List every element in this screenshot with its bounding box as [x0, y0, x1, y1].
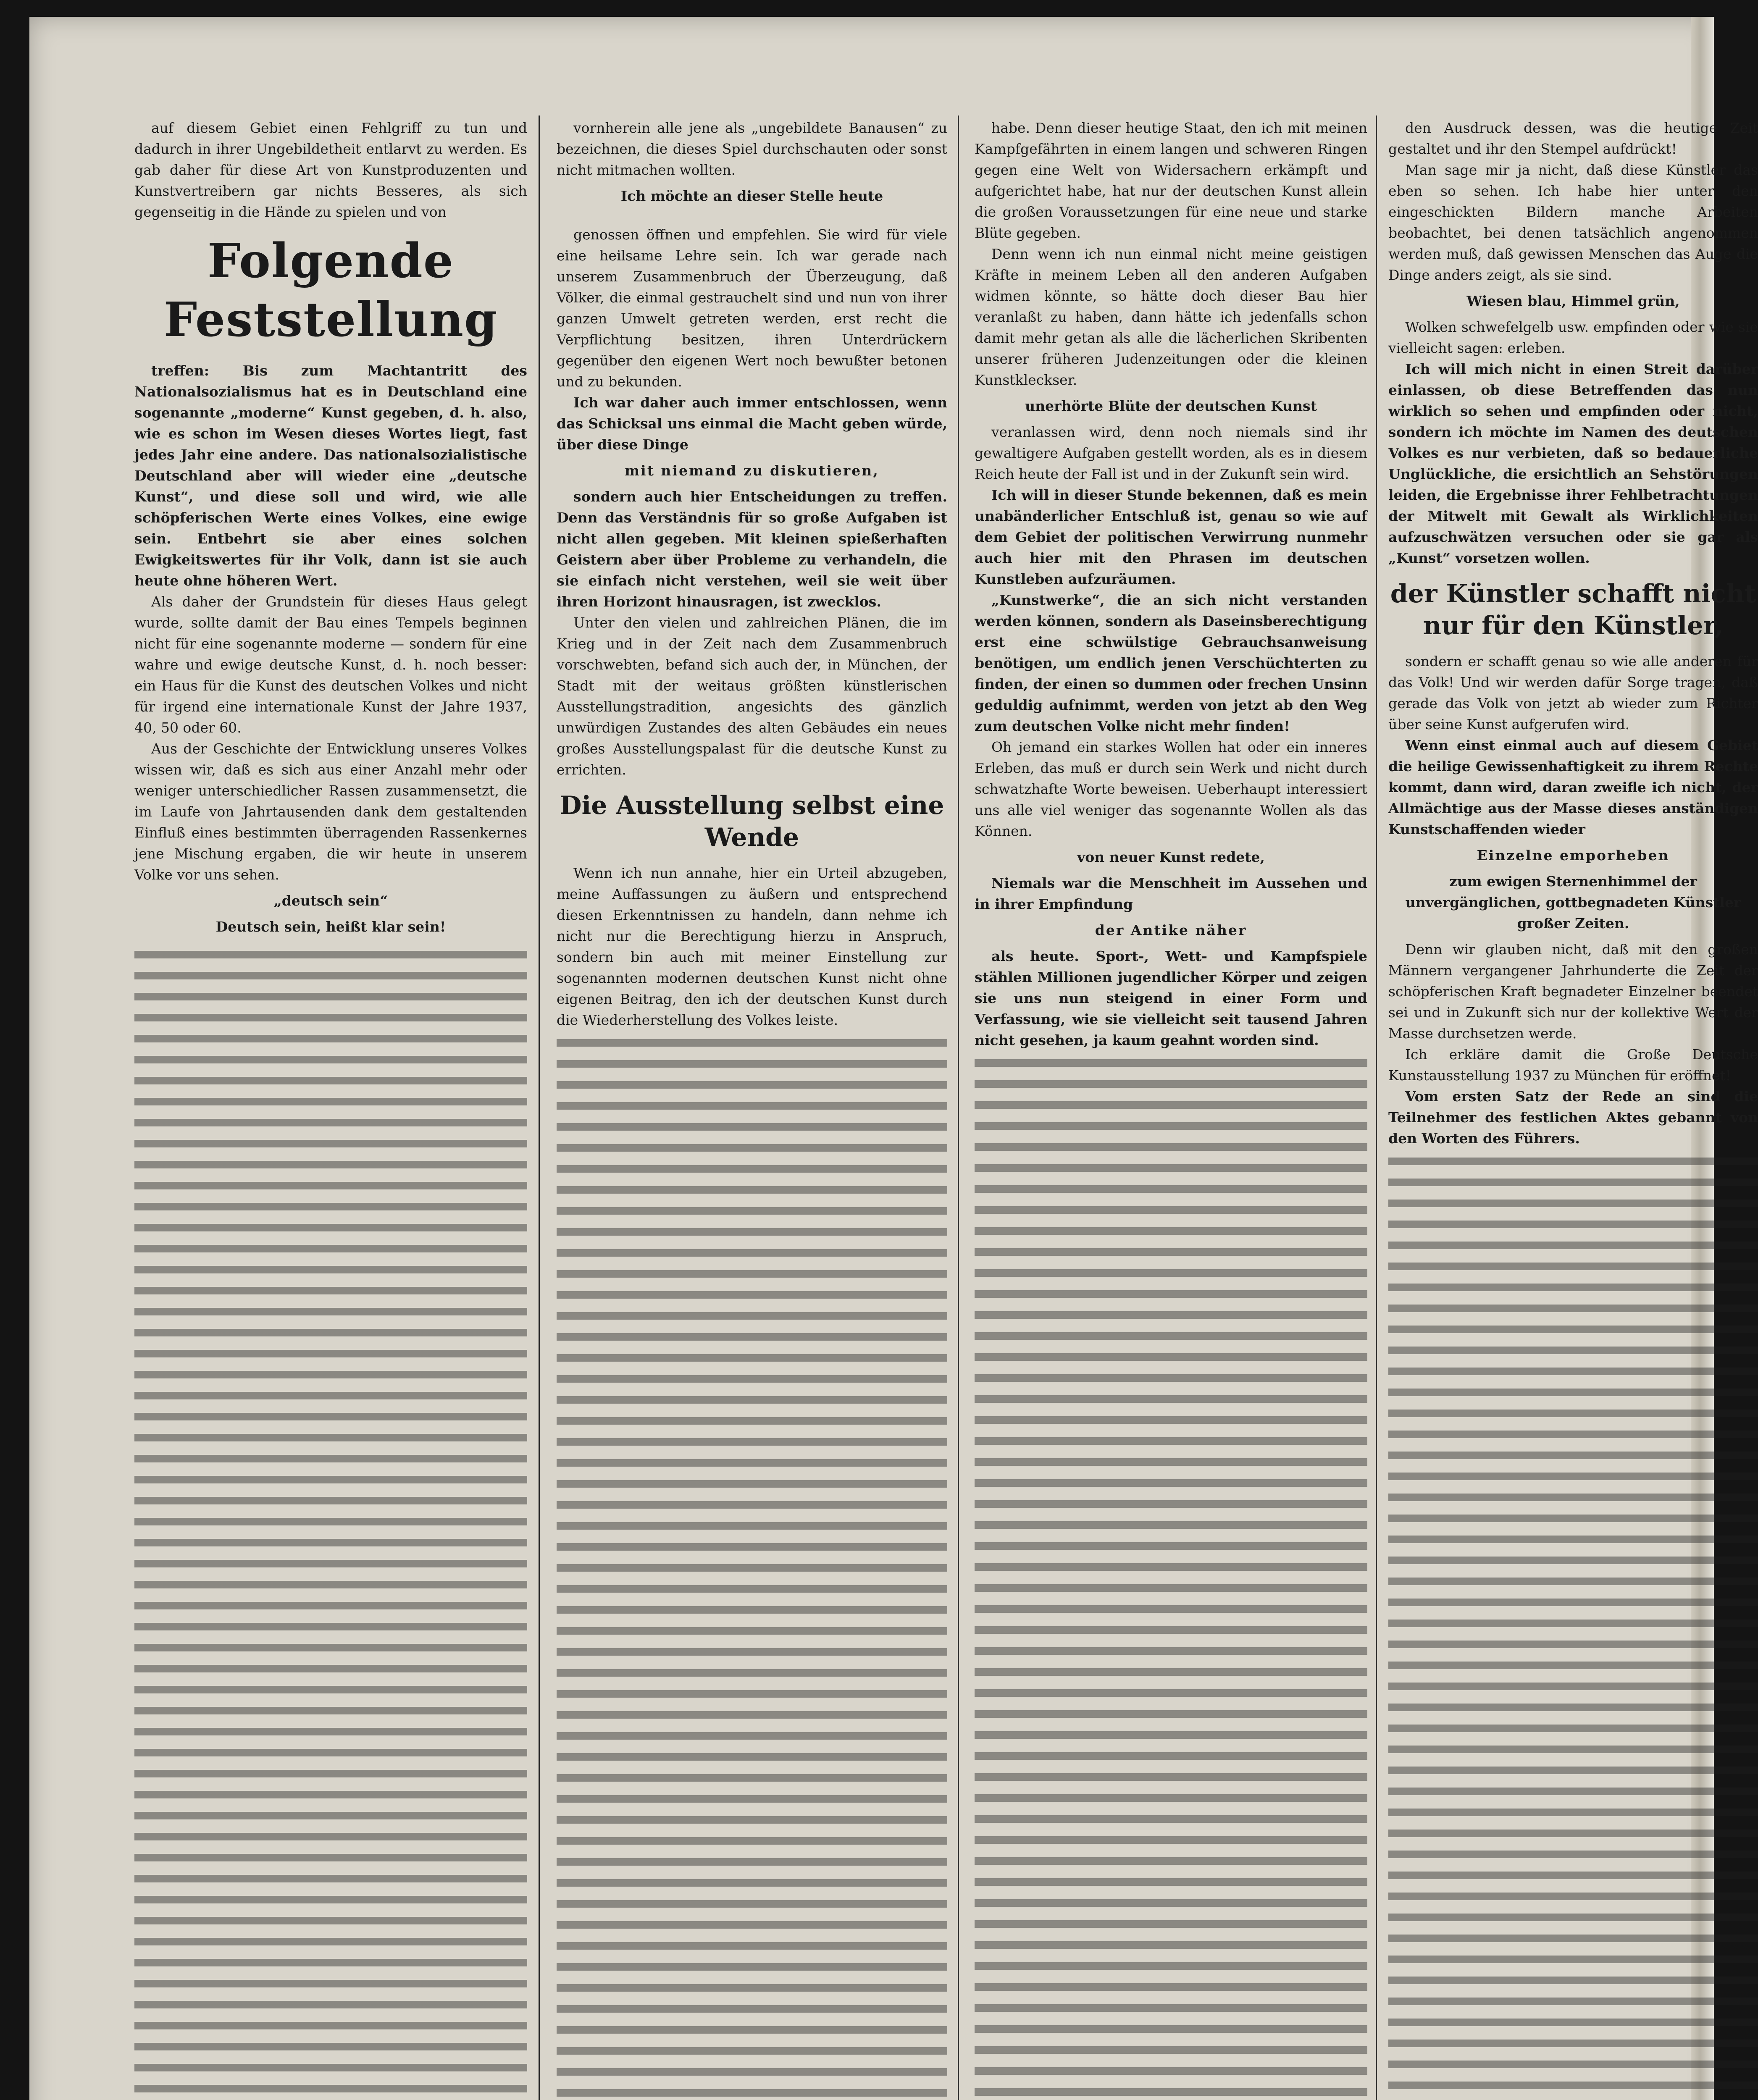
- column-4-emphasis-wiesen: Wiesen blau, Himmel grün,: [1466, 293, 1680, 309]
- column-2-paragraph: genossen öffnen und empfehlen. Sie wird für viele eine heilsame Lehre sein. Ich war gerade nach unserem Zusammenbruch der Überzeugung, daß Völker, die einmal gestrauchelt sind und nun von ihrer ganzen Umwelt getreten werden, erst recht die Verpflichtung besitzen, ihren Unterdrückern gegenüber den eigenen Wert noch bewußter betonen und zu bekunden.: [557, 226, 947, 390]
- column-3-emphasis-neuer: von neuer Kunst redete,: [1077, 849, 1265, 865]
- column-3-paragraph: Denn wenn ich nun einmal nicht meine geistigen Kräfte in meinem Leben all den anderen Aufgaben widmen könnte, so hätte doch dieser Bau hier veranlaßt zu haben, dann hätte ich jedenfalls schon damit mehr getan als alle die lächerlichen Skribenten unserer früheren Judenzeitungen oder die kleinen Kunstkleckser.: [975, 246, 1367, 388]
- column-3-emphasis-antike: der Antike näher: [1095, 922, 1247, 938]
- column-2-stelle-line: Ich möchte an dieser Stelle heute: [620, 188, 883, 204]
- column-3-paragraph: veranlassen wird, denn noch niemals sind ihr gewaltigere Aufgaben gestellt worden, als es in diesem Reich heute der Fall ist und in der Zukunft sein wird.: [975, 424, 1367, 482]
- column-4-paragraph: Wenn einst einmal auch auf diesem Gebiet die heilige Gewissenhaftigkeit zu ihrem Rechte kommt, dann wird, daran zweifle ich nicht, der Allmächtige aus der Masse dieses anständigen Kunstschaffenden wieder: [1388, 737, 1758, 837]
- column-1-intro: auf diesem Gebiet einen Fehlgriff zu tun und dadurch in ihrer Ungebildetheit entlarvt zu werden. Es gab daher für diese Art von Kunstproduzenten und Kunstvertreibern gar nichts Besseres, als sich gegenseitig in die Hände zu spielen und von: [134, 120, 527, 220]
- column-3-emphasis-bluete: unerhörte Blüte der deutschen Kunst: [1025, 398, 1317, 414]
- column-1-emphasis-klar: Deutsch sein, heißt klar sein!: [215, 919, 446, 935]
- column-3-paragraph: als heute. Sport-, Wett- und Kampfspiele stählen Millionen jugendlicher Körper und zeigen sie uns nun steigend in einer Form und Verfassung, wie sie vielleicht seit tausend Jahren nicht gesehen, ja kaum geahnt worden sind.: [975, 948, 1367, 1048]
- column-4-emphasis-einzelne: Einzelne emporheben: [1477, 847, 1670, 864]
- column-4-paragraph: sondern er schafft genau so wie alle anderen für das Volk! Und wir werden dafür Sorge tragen, daß gerade das Volk von jetzt ab wieder zum Richter über seine Kunst aufgerufen wird.: [1388, 653, 1758, 732]
- column-1-text-lines: [134, 942, 527, 2100]
- column-divider: [1376, 116, 1377, 2100]
- column-2-text-lines: [557, 1031, 947, 2100]
- column-2-intro: vornherein alle jene als „ungebildete Banausen“ zu bezeichnen, die dieses Spiel durchschauten oder sonst nicht mitmachen wollten.: [557, 120, 947, 178]
- column-2-paragraph: Unter den vielen und zahlreichen Plänen, die im Krieg und in der Zeit nach dem Zusammenbruch vorschwebten, befand sich auch der, in München, der Stadt mit der weitaus größten künstlerischen Ausstellungstradition, angesichts des gänzlich unwürdigen Zustandes des alten Gebäudes ein neues großes Ausstellungspalast für die deutsche Kunst zu errichten.: [557, 614, 947, 778]
- headline-feststellung: Folgende Feststellung: [163, 234, 498, 347]
- column-2-paragraph: sondern auch hier Entscheidungen zu treffen. Denn das Verständnis für so große Aufgaben ist nicht allen gegeben. Mit kleinen spießerhaften Geistern aber über Probleme zu verhandeln, die sie einfach nicht verstehen, weil sie weit über ihren Horizont hinausragen, ist zwecklos.: [557, 488, 947, 610]
- column-4-intro: den Ausdruck dessen, was die heutige Zeit gestaltet und ihr den Stempel aufdrückt!: [1388, 120, 1758, 157]
- column-4-paragraph: Vom ersten Satz der Rede an sind die Teilnehmer des festlichen Aktes gebannt von den Worten des Führers.: [1388, 1088, 1758, 1147]
- column-3-paragraph: „Kunstwerke“, die an sich nicht verstanden werden können, sondern als Daseinsberechtigung erst eine schwülstige Gebrauchsanweisung benötigen, um endlich jenen Verschüchterten zu finden, der einen so dummen oder frechen Unsinn geduldig aufnimmt, werden von jetzt ab den Weg zum deutschen Volke nicht mehr finden!: [975, 592, 1367, 734]
- column-3-intro: habe. Denn dieser heutige Staat, den ich mit meinen Kampfgefährten in einem langen und schweren Ringen gegen eine Welt von Widersachern erkämpft und aufgerichtet habe, hat nur der deutschen Kunst allein die großen Voraussetzungen für eine neue und starke Blüte gegeben.: [975, 120, 1367, 241]
- column-divider: [958, 116, 959, 2100]
- headline-ausstellung-wende: Die Ausstellung selbst eine Wende: [560, 791, 944, 852]
- column-1-paragraph: Als daher der Grundstein für dieses Haus gelegt wurde, sollte damit der Bau eines Tempels beginnen nicht für eine sogenannte moderne — sondern für eine wahre und ewige deutsche Kunst, d. h. noch besser: ein Haus für die Kunst des deutschen Volkes und nicht für irgend eine internationale Kunst der Jahre 1937, 40, 50 oder 60.: [134, 593, 527, 736]
- column-2-paragraph: Wenn ich nun annahe, hier ein Urteil abzugeben, meine Auffassungen zu äußern und entsprechend diesen Erkenntnissen zu handeln, dann nehme ich nicht nur die Berechtigung hierzu in Anspruch, sondern bin auch mit meiner Einstellung zur sogenannten modernen deutschen Kunst nicht ohne eigenen Beitrag, den ich der deutschen Kunst durch die Wiederherstellung des Volkes leiste.: [557, 865, 947, 1028]
- column-4: [1388, 118, 1758, 2100]
- column-1-paragraph: treffen: Bis zum Machtantritt des Nationalsozialismus hat es in Deutschland eine sogenannte „moderne“ Kunst gegeben, d. h. also, wie es schon im Wesen dieses Wortes liegt, fast jedes Jahr eine andere. Das nationalsozialistische Deutschland aber will wieder eine „deutsche Kunst“, und diese soll und wird, wie alle schöpferischen Werte eines Volkes, eine ewige sein. Entbehrt sie aber eines solchen Ewigkeitswertes für ihr Volk, dann ist sie auch heute ohne höheren Wert.: [134, 362, 527, 589]
- column-4-paragraph: Denn wir glauben nicht, daß mit den großen Männern vergangener Jahrhunderte die Zeit der schöpferischen Kraft begnadeter Einzelner beendet sei und in Zukunft sich nur der kollektive Wert der Masse durchsetzen werde.: [1388, 941, 1758, 1042]
- column-4-text-lines: [1388, 1149, 1758, 2100]
- column-4-paragraph: Man sage mir ja nicht, daß diese Künstler das eben so sehen. Ich habe hier unter den eingeschickten Bildern manche Arbeiten beobachtet, bei denen tatsächlich angenommen werden muß, daß gewissen Menschen das Auge die Dinge anders zeigt, als sie sind.: [1388, 162, 1758, 283]
- column-3-paragraph: Ich will in dieser Stunde bekennen, daß es mein unabänderlicher Entschluß ist, genau so wie auf dem Gebiet der politischen Verwirrung nunmehr auch hier mit den Phrasen im deutschen Kunstleben aufzuräumen.: [975, 487, 1367, 587]
- column-3: [975, 118, 1367, 2100]
- column-4-paragraph: Ich will mich nicht in einen Streit darüber einlassen, ob diese Betreffenden das nun wirklich so sehen und empfinden oder nicht, sondern ich möchte im Namen des deutschen Volkes es nur verbieten, daß so bedauerliche Unglückliche, die ersichtlich an Sehstörungen leiden, die Ergebnisse ihrer Fehlbetrachtungen der Mitwelt mit Gewalt als Wirklichkeiten aufzuschwätzen versuchen oder sie gar als „Kunst“ vorsetzen wollen.: [1388, 361, 1758, 566]
- column-1-emphasis-deutsch: „deutsch sein“: [273, 892, 388, 909]
- column-3-paragraph: Oh jemand ein starkes Wollen hat oder ein inneres Erleben, das muß er durch sein Werk und nicht durch schwatzhafte Worte beweisen. Ueberhaupt interessiert uns alle viel weniger das sogenannte Wollen als das Können.: [975, 739, 1367, 839]
- column-2-emphasis-niemand: mit niemand zu diskutieren,: [625, 462, 879, 479]
- column-3-paragraph: Niemals war die Menschheit im Aussehen und in ihrer Empfindung: [975, 875, 1367, 912]
- column-4-paragraph: Wolken schwefelgelb usw. empfinden oder wie sie vielleicht sagen: erleben.: [1388, 319, 1758, 356]
- headline-kuenstler-schafft: der Künstler schafft nicht nur für den Künstler,: [1390, 579, 1756, 640]
- column-4-paragraph: Ich erkläre damit die Große Deutsche Kunstausstellung 1937 zu München für eröffnet!: [1388, 1046, 1758, 1084]
- newspaper-page: [29, 17, 1758, 2100]
- column-4-emphasis-ewig: zum ewigen Sternenhimmel der unvergänglichen, gottbegnadeten Künstler großer Zeiten.: [1405, 873, 1741, 932]
- column-2-paragraph: Ich war daher auch immer entschlossen, wenn das Schicksal uns einmal die Macht geben würde, über diese Dinge: [557, 394, 947, 453]
- column-3-text-lines: [975, 1051, 1367, 2100]
- column-1: [134, 118, 527, 2100]
- column-divider: [539, 116, 540, 2100]
- column-1-paragraph: Aus der Geschichte der Entwicklung unseres Volkes wissen wir, daß es sich aus einer Anzahl mehr oder weniger unterschiedlicher Rassen zusammensetzt, die im Laufe von Jahrtausenden dank dem gestaltenden Einfluß eines bestimmten überragenden Rassenkernes jene Mischung ergaben, die wir heute in unserem Volke vor uns sehen.: [134, 740, 527, 883]
- column-2: [557, 118, 947, 2100]
